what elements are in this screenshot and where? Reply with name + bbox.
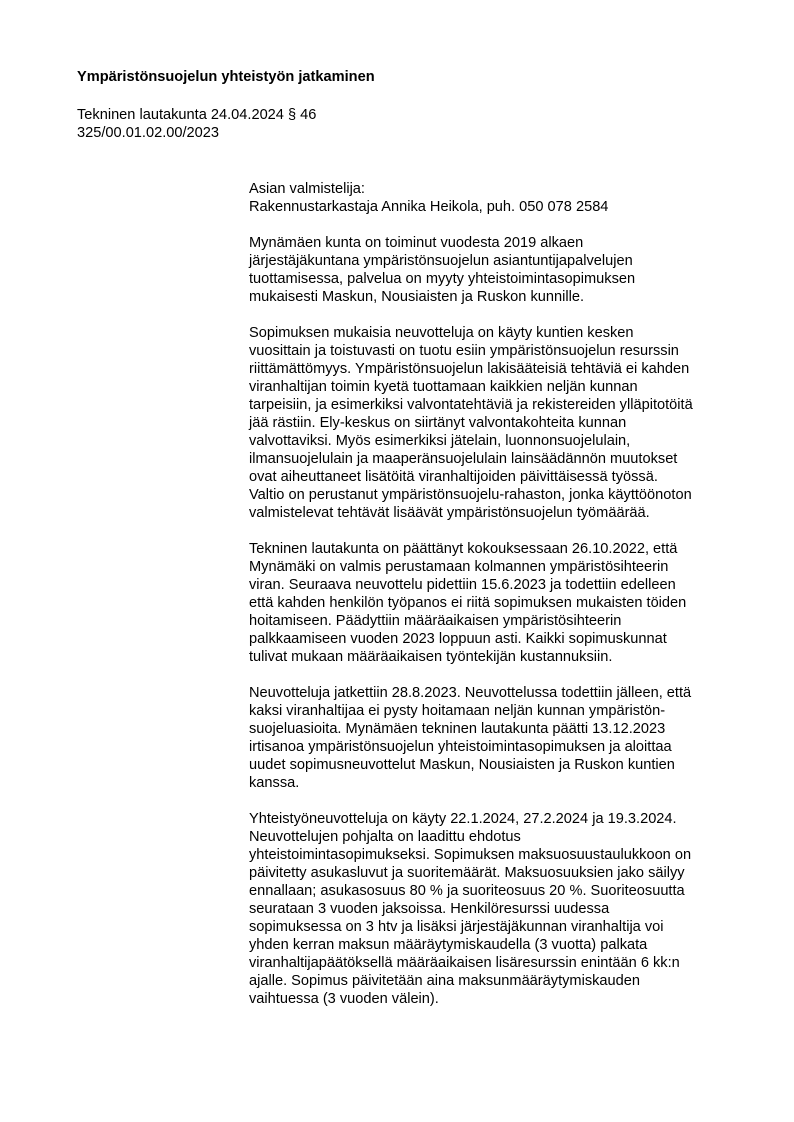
paragraph-background	[249, 234, 749, 306]
paragraph-line: tarpeisiin, ja esimerkiksi valvontatehtäviä ja rekistereiden ylläpitotöitä	[249, 397, 693, 413]
paragraph-line: Sopimuksen mukaisia neuvotteluja on käyty kuntien kesken	[249, 325, 634, 341]
paragraph-line: päivitetty asukasluvut ja suoritemäärät. Maksuosuuksien jako säilyy	[249, 865, 685, 881]
paragraph-line: suojeluasioita. Mynämäen tekninen lautakunta päätti 13.12.2023	[249, 721, 666, 737]
paragraph-line: Mynämäen kunta on toiminut vuodesta 2019 alkaen	[249, 235, 584, 251]
paragraph-line: kanssa.	[249, 775, 300, 791]
meeting-reference: Tekninen lautakunta 24.04.2024 § 46	[77, 107, 317, 123]
paragraph-line: kaksi viranhaltijaa ei pysty hoitamaan neljän kunnan ympäristön-	[249, 703, 666, 719]
paragraph-line: tuottamisessa, palvelua on myyty yhteistoimintasopimuksen	[249, 271, 636, 287]
document-title: Ympäristönsuojelun yhteistyön jatkaminen	[77, 69, 375, 85]
paragraph-line: hoitamiseen. Päädyttiin määräaikaisen ympäristösihteerin	[249, 613, 622, 629]
paragraph-line: Neuvottelujen pohjalta on laadittu ehdotus	[249, 829, 521, 845]
paragraph-line: valmistelevat tehtävät lisäävät ympäristönsuojelun työmäärää.	[249, 505, 650, 521]
paragraph-line: ilmansuojelulain ja maaperänsuojelulain lainsäädännön muutokset	[249, 451, 678, 467]
paragraph-line: järjestäjäkuntana ympäristönsuojelun asiantuntijapalvelujen	[249, 253, 633, 269]
document-body	[249, 180, 749, 1026]
preparer-block	[249, 180, 749, 216]
paragraph-line: Valtio on perustanut ympäristönsuojelu-rahaston, jonka käyttöönoton	[249, 487, 692, 503]
paragraph-line: ajalle. Sopimus päivitetään aina maksunmääräytymiskauden	[249, 973, 640, 989]
record-number: 325/00.01.02.00/2023	[77, 125, 220, 141]
paragraph-line: irtisanoa ympäristönsuojelun yhteistoimintasopimuksen ja aloittaa	[249, 739, 672, 755]
paragraph-line: yhden kerran maksun määräytymiskaudella (3 vuotta) palkata	[249, 937, 648, 953]
paragraph-line: seurataan 3 vuoden jaksoissa. Henkilöresurssi uudessa	[249, 901, 610, 917]
paragraph-line: Neuvotteluja jatkettiin 28.8.2023. Neuvottelussa todettiin jälleen, että	[249, 685, 692, 701]
paragraph-negotiations-2023	[249, 684, 749, 792]
document-meta	[77, 106, 316, 142]
paragraph-line: Tekninen lautakunta on päättänyt kokouksessaan 26.10.2022, että	[249, 541, 678, 557]
paragraph-line: mukaisesti Maskun, Nousiaisten ja Ruskon kunnille.	[249, 289, 585, 305]
paragraph-line: sopimuksessa on 3 htv ja lisäksi järjestäjäkunnan viranhaltija voi	[249, 919, 664, 935]
paragraph-line: että kahden henkilön työpanos ei riitä sopimuksen mukaisten töiden	[249, 595, 687, 611]
paragraph-line: tulivat mukaan määräaikaisen työntekijän kustannuksiin.	[249, 649, 613, 665]
paragraph-line: viranhaltijan toimin kyetä tuottamaan kaikkien neljän kunnan	[249, 379, 638, 395]
paragraph-line: Yhteistyöneuvotteluja on käyty 22.1.2024, 27.2.2024 ja 19.3.2024.	[249, 811, 677, 827]
paragraph-line: uudet sopimusneuvottelut Maskun, Nousiaisten ja Ruskon kuntien	[249, 757, 675, 773]
paragraph-line: viranhaltijapäätöksellä määräaikaisen lisäresurssin enintään 6 kk:n	[249, 955, 680, 971]
paragraph-negotiations-2024	[249, 810, 749, 1008]
preparer-label: Asian valmistelija:	[249, 181, 365, 197]
paragraph-line: valvottaviksi. Myös esimerkiksi jätelain, luonnonsuojelulain,	[249, 433, 631, 449]
paragraph-line: palkkaamiseen vuoden 2023 loppuun asti. Kaikki sopimuskunnat	[249, 631, 667, 647]
preparer-name: Rakennustarkastaja Annika Heikola, puh. 050 078 2584	[249, 199, 609, 215]
paragraph-line: riittämättömyys. Ympäristönsuojelun lakisääteisiä tehtäviä ei kahden	[249, 361, 690, 377]
paragraph-line: vuosittain ja toistuvasti on tuotu esiin ympäristönsuojelun resurssin	[249, 343, 679, 359]
paragraph-decision-2022	[249, 540, 749, 666]
paragraph-line: ennallaan; asukasosuus 80 % ja suoriteosuus 20 %. Suoriteosuutta	[249, 883, 685, 899]
paragraph-line: Mynämäki on valmis perustamaan kolmannen ympäristösihteerin	[249, 559, 669, 575]
paragraph-line: viran. Seuraava neuvottelu pidettiin 15.6.2023 ja todettiin edelleen	[249, 577, 676, 593]
paragraph-line: yhteistoimintasopimukseksi. Sopimuksen maksuosuustaulukkoon on	[249, 847, 692, 863]
paragraph-line: ovat aiheuttaneet lisätöitä viranhaltijoiden päivittäisessä työssä.	[249, 469, 658, 485]
paragraph-line: jää rästiin. Ely-keskus on siirtänyt valvontakohteita kunnan	[249, 415, 627, 431]
paragraph-line: vaihtuessa (3 vuoden välein).	[249, 991, 439, 1007]
paragraph-resources	[249, 324, 749, 522]
